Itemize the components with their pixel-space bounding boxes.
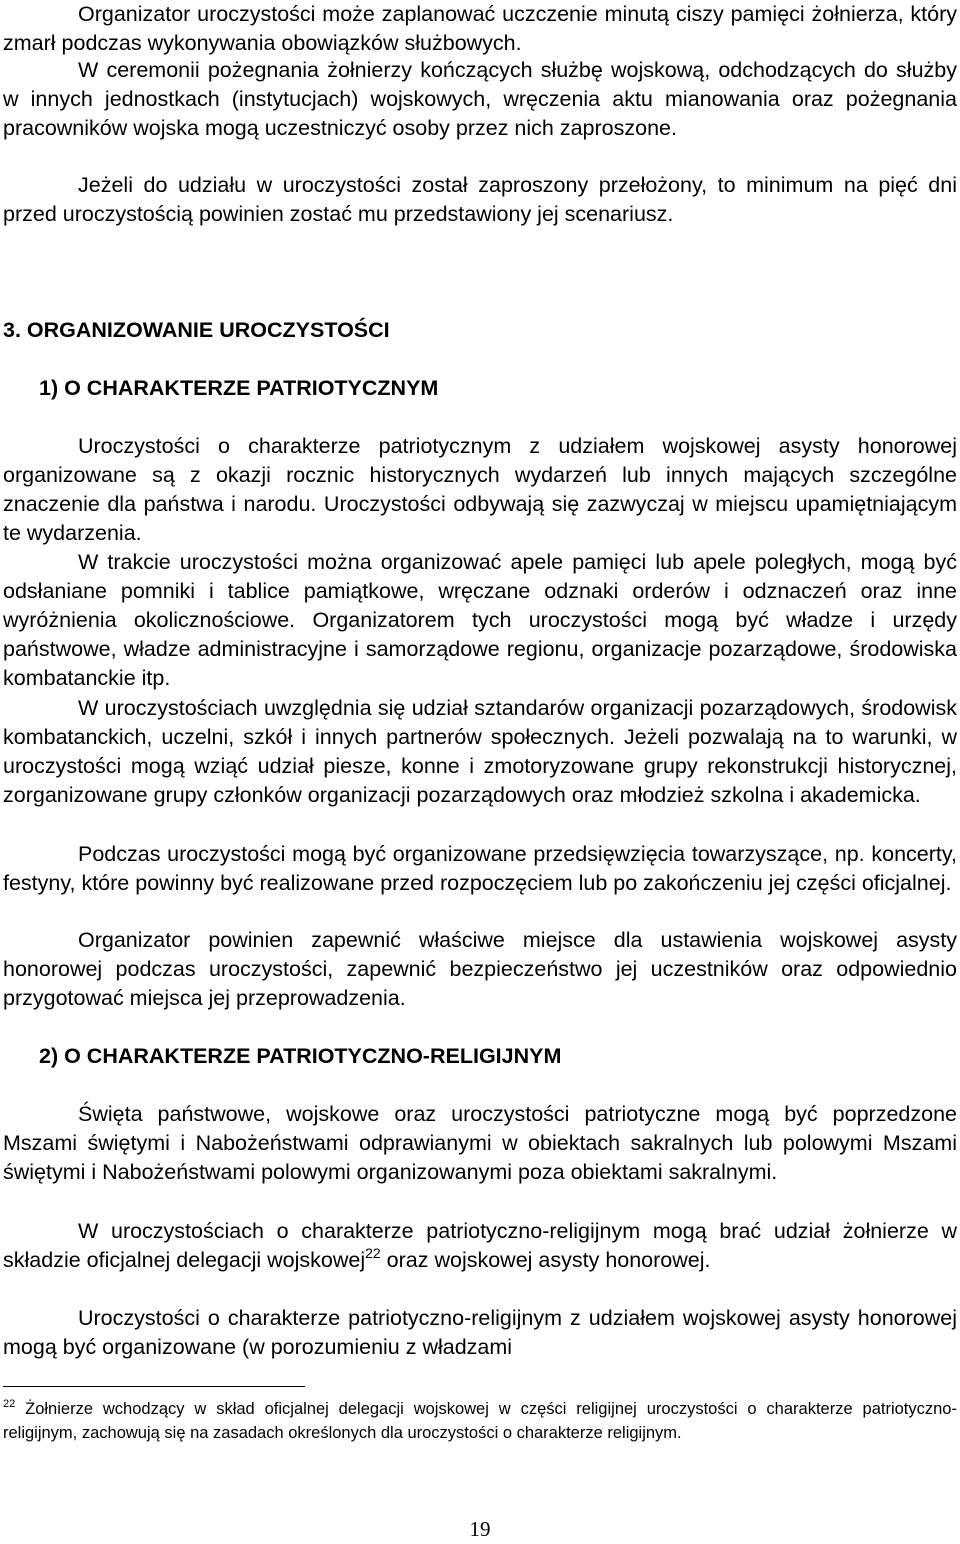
- paragraph: Uroczystości o charakterze patriotycznym z udziałem wojskowej asysty honorowej organizowane są z okazji rocznic historycznych wydarzeń lub innych mających szczególne znaczenie dla państwa i narodu. Uroczystości odbywają się zazwyczaj w miejscu upamiętniającym te wydarzenia.: [3, 434, 957, 545]
- paragraph-text: W uroczystościach o charakterze patriotyczno-religijnym mogą brać udział żołnierze w składzie oficjalnej delegacji wojskowej: [3, 1219, 957, 1272]
- paragraph-text: oraz wojskowej asysty honorowej.: [380, 1248, 711, 1272]
- footnote-separator: [3, 1386, 305, 1387]
- section-heading: 3. ORGANIZOWANIE UROCZYSTOŚCI: [3, 318, 390, 342]
- footnote: [3, 1397, 957, 1445]
- paragraph: Jeżeli do udziału w uroczystości został zaproszony przełożony, to minimum na pięć dni przed uroczystością powinien zostać mu przedstawiony jej scenariusz.: [3, 173, 957, 226]
- paragraph: Święta państwowe, wojskowe oraz uroczystości patriotyczne mogą być poprzedzone Mszami świętymi i Nabożeństwami odprawianymi w obiektach sakralnych lub polowymi Mszami świętymi i Nabożeństwami polowymi organizowanymi poza obiektami sakralnymi.: [3, 1102, 957, 1184]
- paragraph: Organizator powinien zapewnić właściwe miejsce dla ustawienia wojskowej asysty honorowej podczas uroczystości, zapewnić bezpieczeństwo jej uczestników oraz odpowiednio przygotować miejsca jej przeprowadzenia.: [3, 928, 957, 1010]
- paragraph: [3, 0, 957, 58]
- subsection-heading: 2) O CHARAKTERZE PATRIOTYCZNO-RELIGIJNYM: [39, 1044, 562, 1068]
- subsection-heading: 1) O CHARAKTERZE PATRIOTYCZNYM: [39, 376, 439, 400]
- page-number: 19: [469, 1517, 491, 1541]
- paragraph: W ceremonii pożegnania żołnierzy kończących służbę wojskową, odchodzących do służby w innych jednostkach (instytucjach) wojskowych, wręczenia aktu mianowania oraz pożegnania pracowników wojska mogą uczestniczyć osoby przez nich zaproszone.: [3, 58, 957, 140]
- paragraph: W uroczystościach uwzględnia się udział sztandarów organizacji pozarządowych, środowisk kombatanckich, uczelni, szkół i innych partnerów społecznych. Jeżeli pozwalają na to warunki, w uroczystości mogą wziąć udział piesze, konne i zmotoryzowane grupy rekonstrukcji historycznej, zorganizowane grupy członków organizacji pozarządowych oraz młodzież szkolna i akademicka.: [3, 696, 957, 807]
- paragraph: Podczas uroczystości mogą być organizowane przedsięwzięcia towarzyszące, np. koncerty, festyny, które powinny być realizowane przed rozpoczęciem lub po zakończeniu jej części oficjalnej.: [3, 842, 957, 895]
- paragraph: W trakcie uroczystości można organizować apele pamięci lub apele poległych, mogą być odsłaniane pomniki i tablice pamiątkowe, wręczane odznaki orderów i odznaczeń oraz inne wyróżnienia okolicznościowe. Organizatorem tych uroczystości mogą być władze i urzędy państwowe, władze administracyjne i samorządowe regionu, organizacje pozarządowe, środowiska kombatanckie itp.: [3, 550, 957, 690]
- paragraph-text: Organizator uroczystości może zaplanować uczczenie minutą ciszy pamięci żołnierza, który zmarł podczas wykonywania obowiązków służbowych.: [3, 2, 957, 55]
- footnote-text: Żołnierze wchodzący w skład oficjalnej delegacji wojskowej w części religijnej uroczystości o charakterze patriotyczno-religijnym, zachowują się na zasadach określonych dla uroczystości o charakterze religijnym.: [3, 1400, 957, 1442]
- footnote-reference[interactable]: 22: [365, 1245, 381, 1261]
- paragraph: Uroczystości o charakterze patriotyczno-religijnym z udziałem wojskowej asysty honorowej mogą być organizowane (w porozumieniu z władzami: [3, 1306, 957, 1359]
- footnote-number: 22: [3, 1398, 16, 1410]
- paragraph: [3, 1217, 957, 1275]
